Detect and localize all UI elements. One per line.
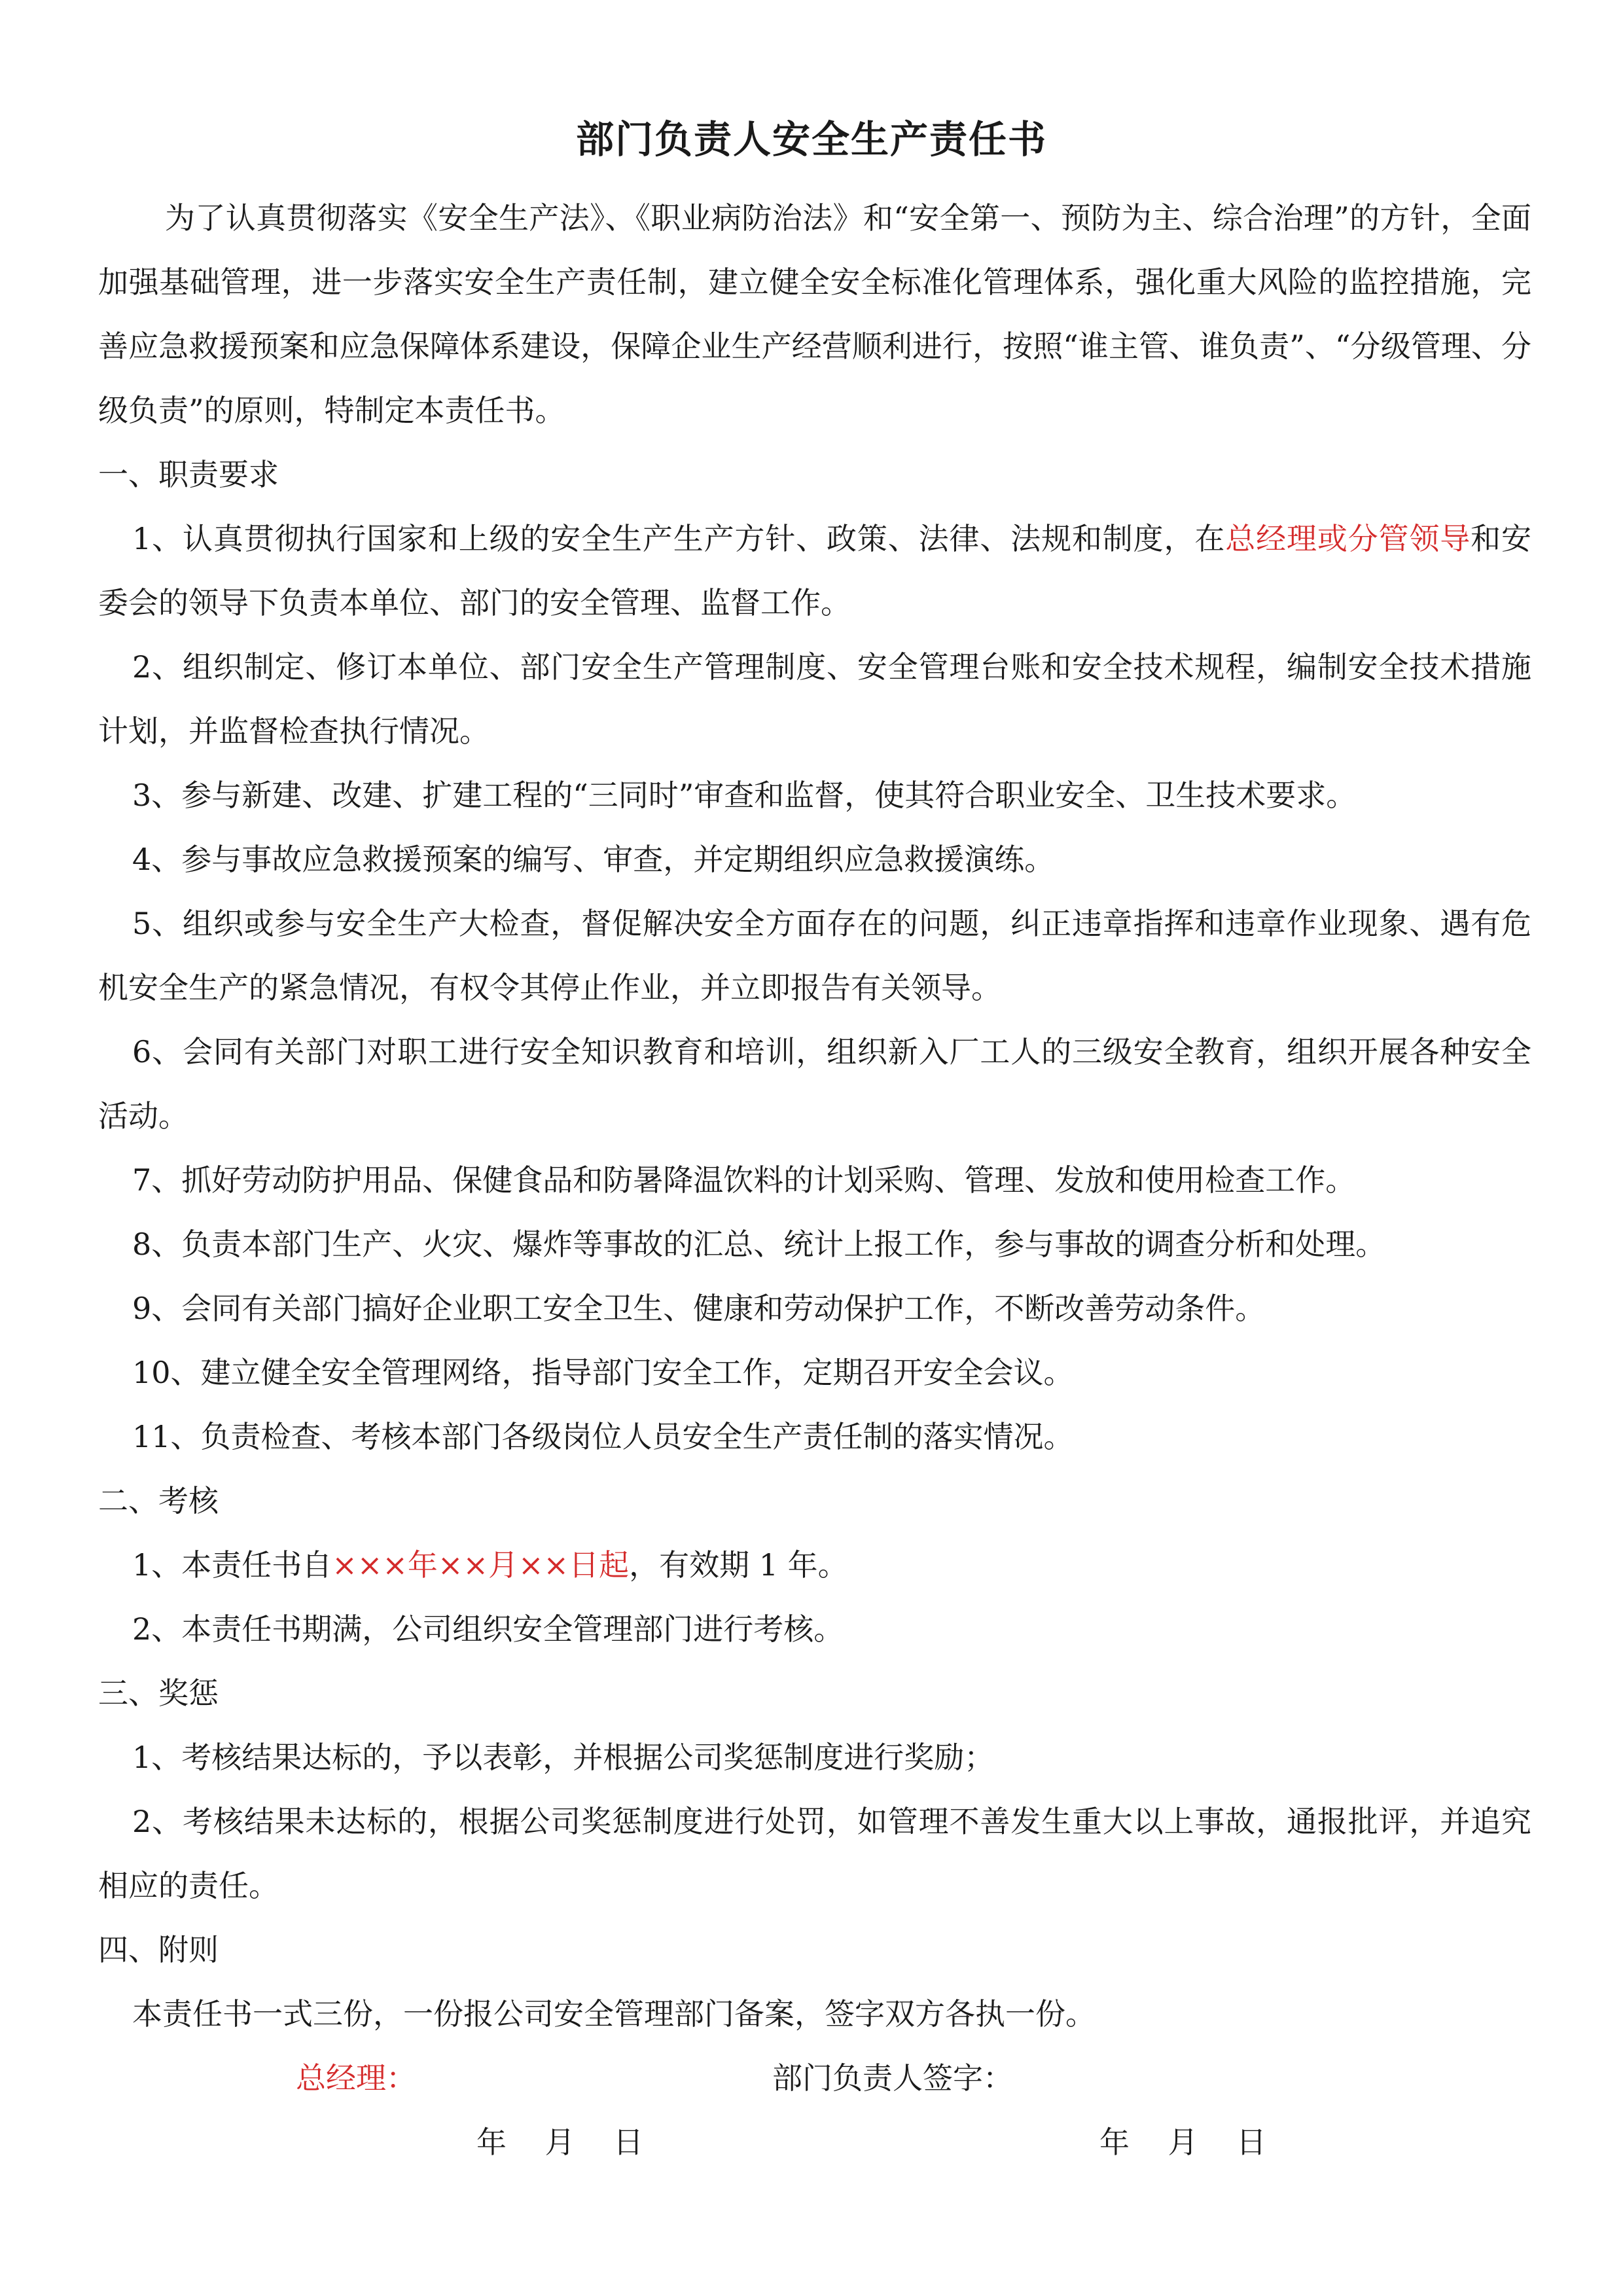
section-heading-rewards: 三、奖惩 [98, 1676, 219, 1711]
general-manager-label: 总经理： [296, 2060, 416, 2096]
section-heading-duties: 一、职责要求 [98, 457, 279, 492]
date-right: 年 月 日 [1099, 2125, 1266, 2160]
assessment-item-1 [98, 1533, 1531, 1597]
rewards-item-1: 1、考核结果达标的，予以表彰，并根据公司奖惩制度进行奖励； [132, 1740, 995, 1775]
duty-item-5: 5、组织或参与安全生产大检查，督促解决安全方面存在的问题，纠正违章指挥和违章作业现象、遇有危机安全生产的紧急情况，有权令其停止作业，并立即报告有关领导。 [98, 906, 1531, 1005]
section-heading-appendix: 四、附则 [98, 1932, 219, 1967]
duty-item-10: 10、建立健全安全管理网络，指导部门安全工作，定期召开安全会议。 [132, 1355, 1074, 1390]
assessment-date-highlight: ×××年××月××日起 [332, 1547, 630, 1583]
duty-item-3: 3、参与新建、改建、扩建工程的“三同时”审查和监督，使其符合职业安全、卫生技术要求。 [132, 778, 1357, 813]
duty-item-4: 4、参与事故应急救援预案的编写、审查，并定期组织应急救援演练。 [132, 842, 1055, 877]
document-title: 部门负责人安全生产责任书 [575, 117, 1047, 162]
appendix-text: 本责任书一式三份，一份报公司安全管理部门备案，签字双方各执一份。 [132, 1996, 1096, 2032]
intro-paragraph: 为了认真贯彻落实《安全生产法》、《职业病防治法》和“安全第一、预防为主、综合治理”的方针，全面加强基础管理，进一步落实安全生产责任制，建立健全安全标准化管理体系，强化重大风险的监控措施，完善应急救援预案和应急保障体系建设，保障企业生产经营顺利进行，按照“谁主管、谁负责”、“分级管理、分级负责”的原则，特制定本责任书。 [98, 200, 1531, 428]
duty-item-1-text-a: 1、认真贯彻执行国家和上级的安全生产生产方针、政策、法律、法规和制度，在 [132, 521, 1226, 556]
duty-item-1-highlight: 总经理或分管领导 [1225, 521, 1471, 556]
duty-item-6: 6、会同有关部门对职工进行安全知识教育和培训，组织新入厂工人的三级安全教育，组织开展各种安全活动。 [98, 1034, 1531, 1134]
duty-item-7: 7、抓好劳动防护用品、保健食品和防暑降温饮料的计划采购、管理、发放和使用检查工作。 [132, 1162, 1356, 1198]
assessment-item-1-text-a: 1、本责任书自 [132, 1547, 332, 1583]
duty-item-1-text-b: 和安委会的领导下负责本单位、部门的安全管理、监督工作。 [98, 521, 1532, 620]
department-head-signature-label: 部门负责人签字： [772, 2060, 1013, 2096]
duty-item-8: 8、负责本部门生产、火灾、爆炸等事故的汇总、统计上报工作，参与事故的调查分析和处理。 [132, 1227, 1386, 1262]
signature-row [98, 2046, 1531, 2110]
duty-item-11: 11、负责检查、考核本部门各级岗位人员安全生产责任制的落实情况。 [132, 1419, 1074, 1454]
duty-item-1 [98, 507, 1531, 635]
duty-item-2: 2、组织制定、修订本单位、部门安全生产管理制度、安全管理台账和安全技术规程，编制安全技术措施计划，并监督检查执行情况。 [98, 649, 1531, 749]
assessment-item-2: 2、本责任书期满，公司组织安全管理部门进行考核。 [132, 1611, 844, 1647]
document-body [98, 186, 1531, 2174]
date-left: 年 月 日 [476, 2125, 643, 2160]
assessment-item-1-text-b: ，有效期 1 年。 [629, 1547, 848, 1583]
rewards-item-2: 2、考核结果未达标的，根据公司奖惩制度进行处罚，如管理不善发生重大以上事故，通报批评，并追究相应的责任。 [98, 1804, 1531, 1903]
section-heading-assessment: 二、考核 [98, 1483, 219, 1518]
duty-item-9: 9、会同有关部门搞好企业职工安全卫生、健康和劳动保护工作，不断改善劳动条件。 [132, 1291, 1266, 1326]
date-row [98, 2110, 1531, 2174]
